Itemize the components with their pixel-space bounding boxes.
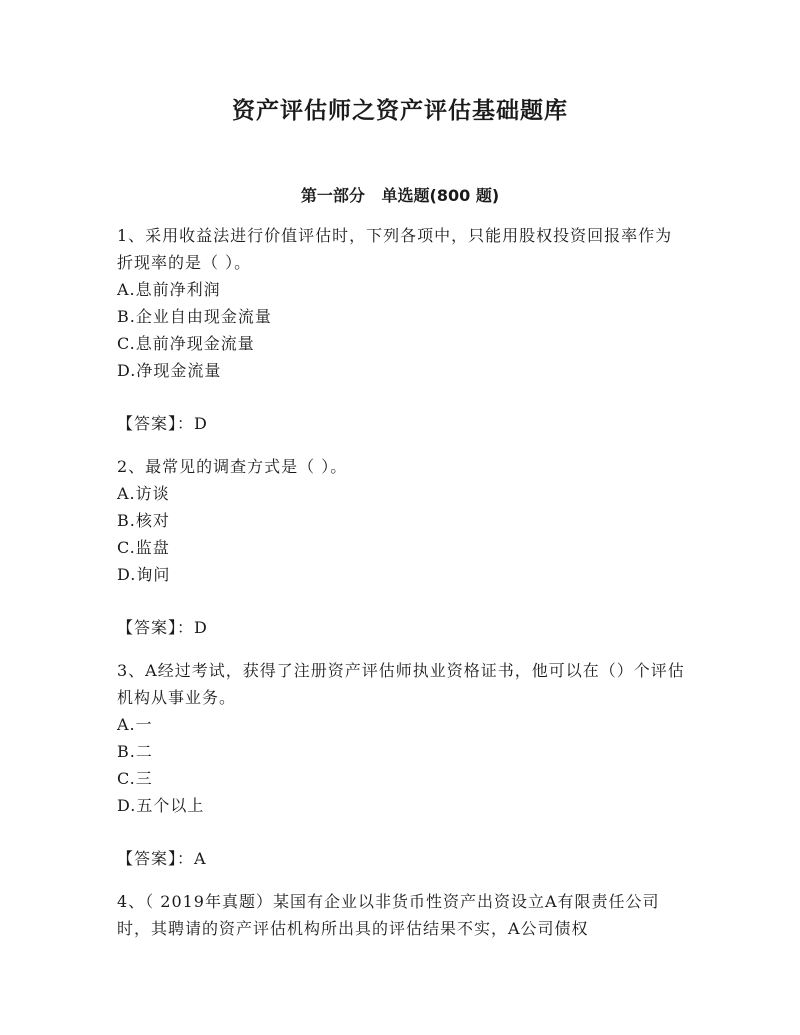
question-text: 3、A经过考试，获得了注册资产评估师执业资格证书，他可以在（）个评估机构从事业务。	[117, 661, 685, 707]
option-a: A.一	[117, 715, 153, 734]
question-text: 2、最常见的调查方式是（ ）。	[117, 457, 348, 476]
option-a: A.息前净利润	[117, 280, 221, 299]
section-heading: 第一部分 单选题(800 题)	[300, 186, 500, 205]
option-a: A.访谈	[117, 484, 170, 503]
option-c: C.监盘	[117, 538, 170, 557]
option-b: B.核对	[117, 511, 170, 530]
option-d: D.五个以上	[117, 796, 205, 815]
answer-text: 【答案】：A	[117, 849, 207, 868]
option-c: C.息前净现金流量	[117, 334, 255, 353]
question-list	[117, 222, 687, 942]
question-text: 1、采用收益法进行价值评估时，下列各项中，只能用股权投资回报率作为折现率的是（ ）。	[117, 226, 673, 272]
option-b: B.企业自由现金流量	[117, 307, 272, 326]
question-item	[117, 888, 687, 942]
question-item	[117, 657, 687, 872]
question-item	[117, 453, 687, 641]
question-item	[117, 222, 687, 437]
option-d: D.询问	[117, 565, 171, 584]
answer-text: 【答案】：D	[117, 414, 208, 433]
option-d: D.净现金流量	[117, 361, 222, 380]
option-c: C.三	[117, 769, 153, 788]
option-b: B.二	[117, 742, 153, 761]
question-text: 4、（ 2019年真题）某国有企业以非货币性资产出资设立A有限责任公司时，其聘请的资产评估机构所出具的评估结果不实，A公司债权	[117, 892, 660, 938]
answer-text: 【答案】：D	[117, 618, 208, 637]
document-title: 资产评估师之资产评估基础题库	[232, 98, 568, 124]
